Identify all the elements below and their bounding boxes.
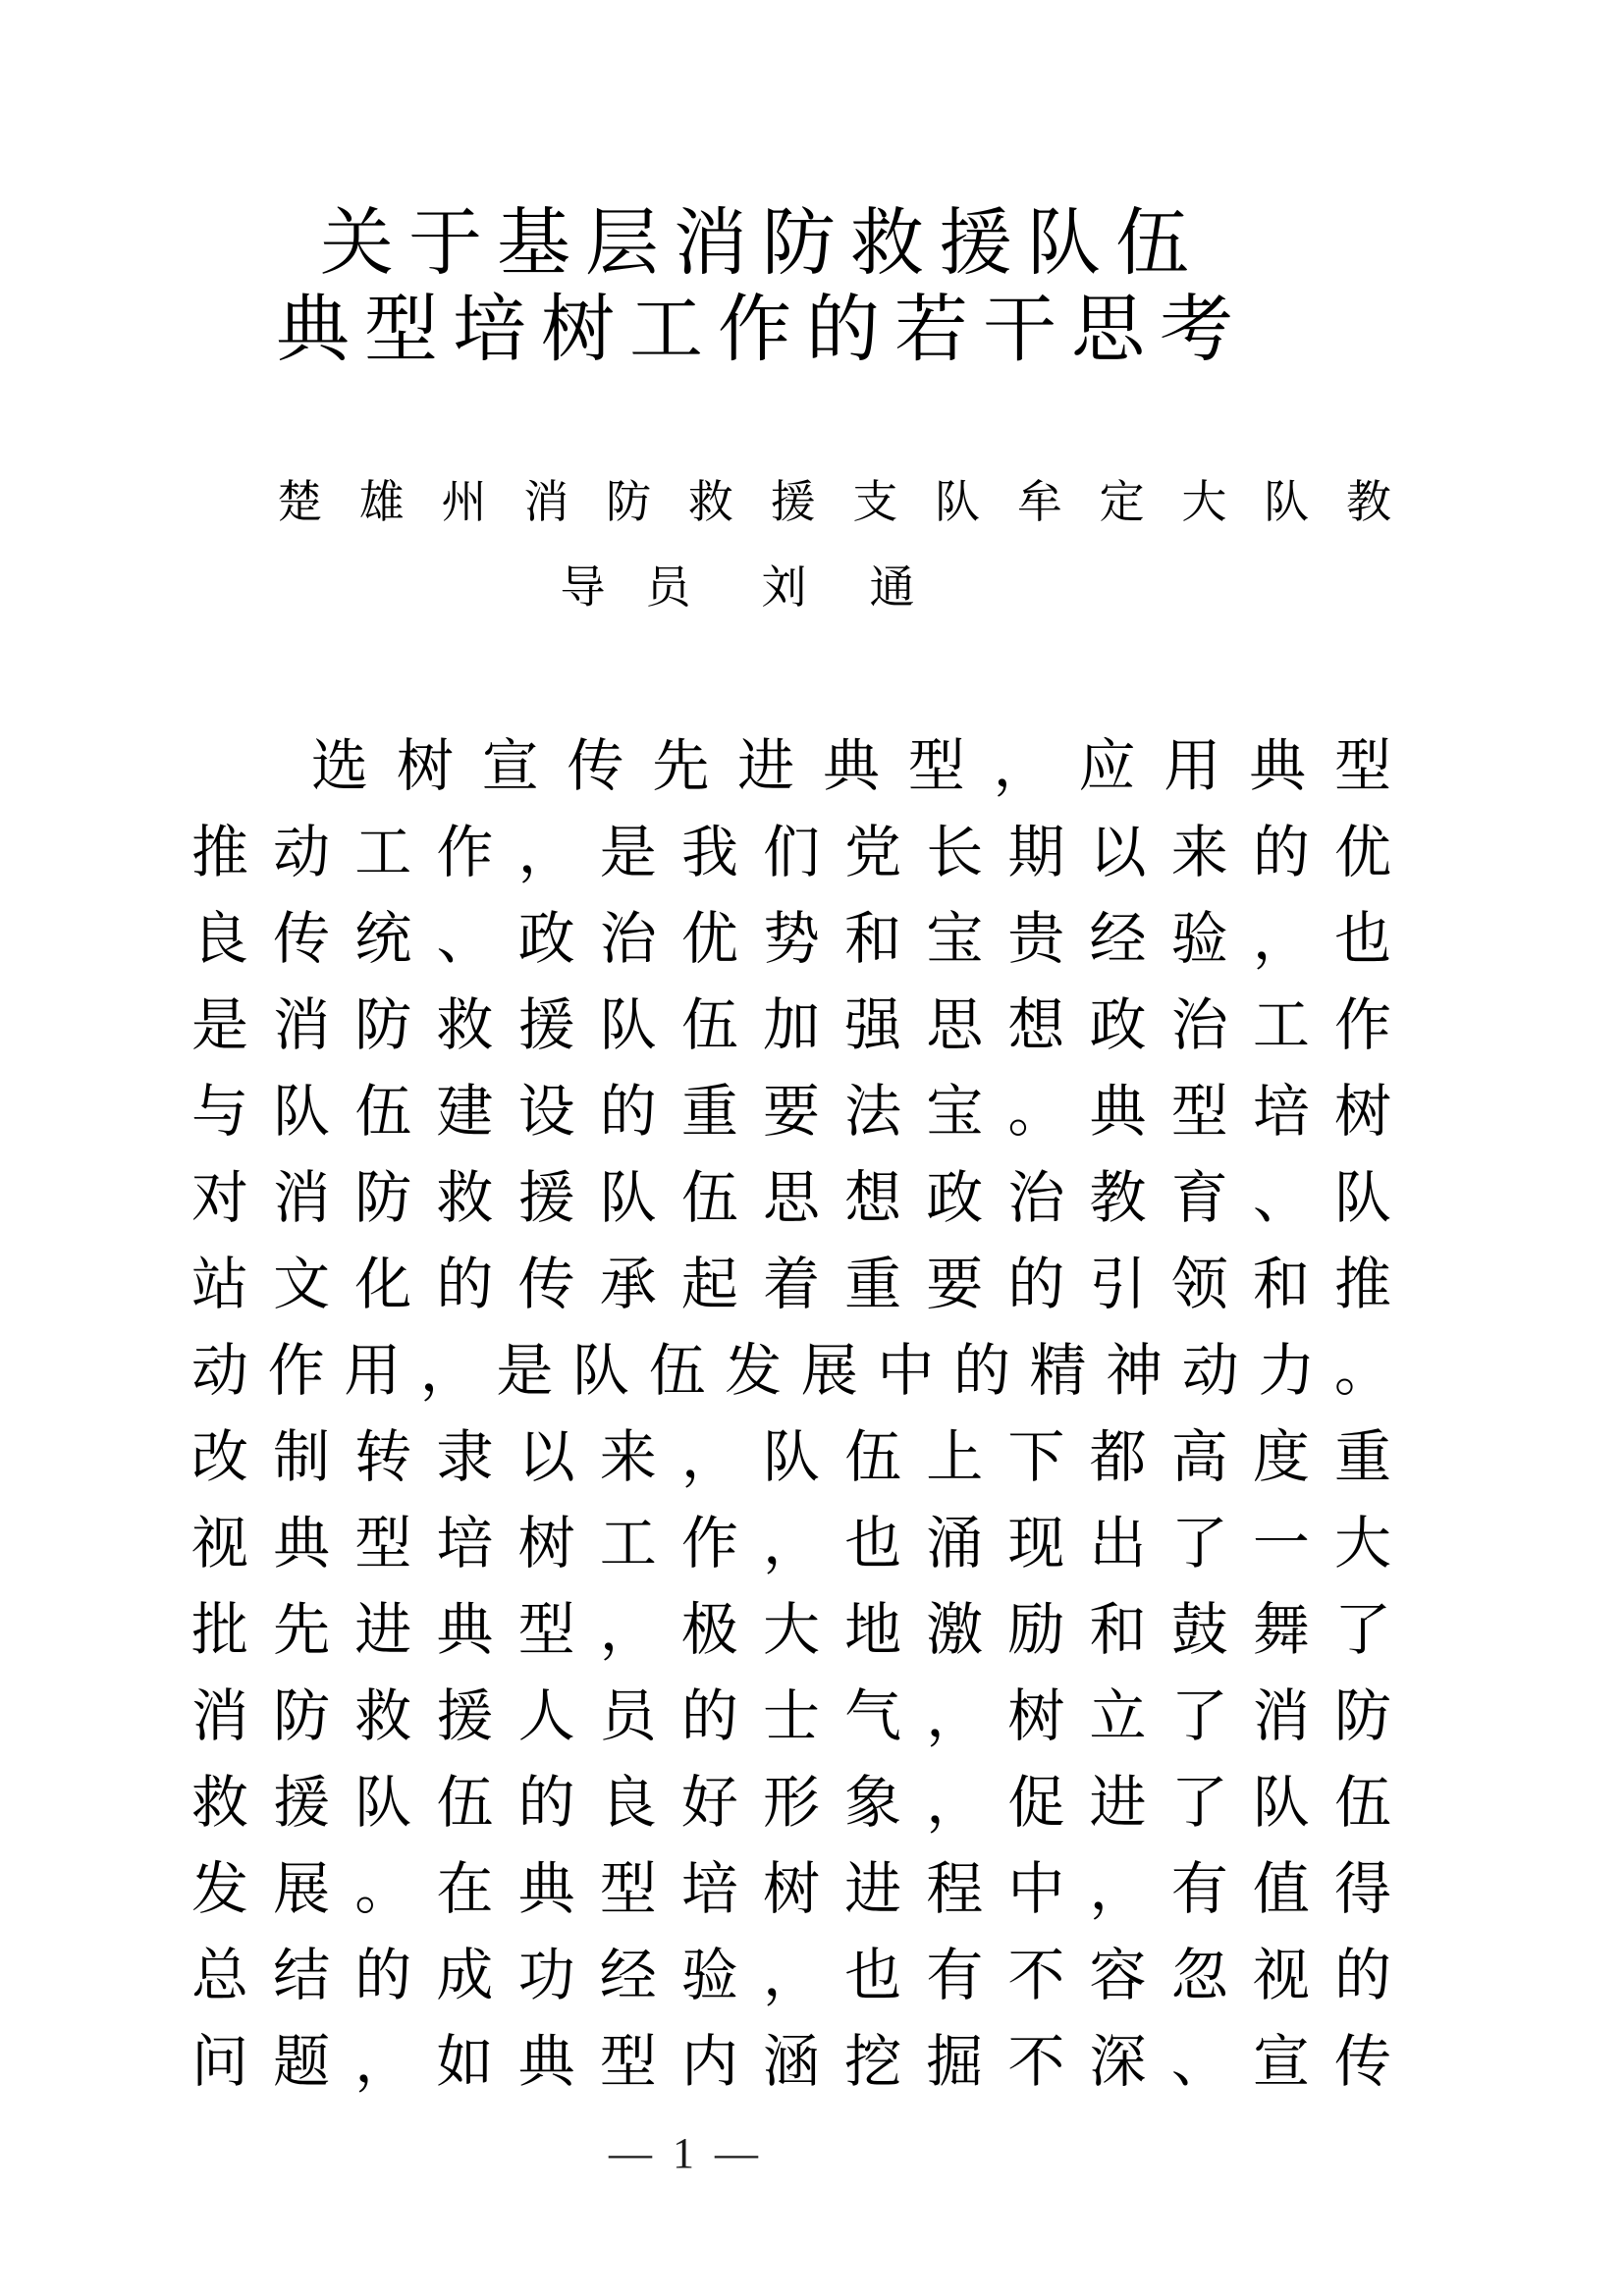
glyph: 与 [191,1080,249,1144]
document-title [0,199,1524,372]
glyph: 伍 [680,993,738,1057]
body-text-line [191,1754,1391,1841]
glyph: 出 [1089,1512,1147,1575]
glyph: 育 [1170,1166,1228,1230]
glyph: 力 [1258,1339,1316,1403]
glyph: 极 [680,1598,738,1662]
glyph: 治 [599,907,657,971]
glyph: 宣 [1252,2030,1310,2094]
glyph: 法 [844,1080,902,1144]
glyph: 立 [1089,1684,1147,1748]
glyph: 如 [436,2030,494,2094]
glyph: 典 [517,2030,575,2094]
glyph: 定 [1099,475,1145,527]
glyph: 队 [599,993,657,1057]
glyph: 作 [680,1512,738,1575]
glyph: 队 [1333,1166,1391,1230]
glyph: 了 [1170,1771,1228,1835]
glyph: 大 [1333,1512,1391,1575]
glyph: 长 [926,821,984,884]
glyph: 验 [1170,907,1228,971]
glyph: 掘 [926,2030,984,2094]
glyph: 州 [441,475,487,527]
glyph: 员 [599,1684,657,1748]
glyph: ， [517,821,575,884]
glyph: 象 [844,1771,902,1835]
glyph: 的 [436,1253,494,1316]
glyph: 高 [1170,1425,1228,1489]
glyph: 发 [725,1339,783,1403]
glyph: 强 [844,993,902,1057]
glyph: ， [762,1944,820,2007]
glyph: 雄 [358,475,405,527]
glyph: 先 [652,734,710,798]
glyph: 型 [599,1857,657,1921]
glyph: 进 [844,1857,902,1921]
glyph: 期 [1007,821,1065,884]
glyph: 承 [599,1253,657,1316]
glyph: 教 [1089,1166,1147,1230]
body-text-line [311,718,1391,804]
glyph: 成 [436,1944,494,2007]
glyph: 和 [1252,1253,1310,1316]
glyph: 防 [273,1684,331,1748]
body-text-line [191,1927,1391,2013]
glyph: 救 [191,1771,249,1835]
glyph: 和 [1089,1598,1147,1662]
glyph: 不 [1007,1944,1065,2007]
glyph: 伍 [436,1771,494,1835]
glyph: 视 [1252,1944,1310,2007]
glyph: 防 [606,475,652,527]
glyph: 深 [1089,2030,1147,2094]
glyph: 大 [1181,475,1227,527]
glyph: 的 [354,1944,412,2007]
glyph: 也 [1333,907,1391,971]
glyph: 树 [762,1857,820,1921]
glyph: ， [599,1598,657,1662]
glyph: 上 [926,1425,984,1489]
glyph: 进 [1089,1771,1147,1835]
glyph: 题 [273,2030,331,2094]
glyph: 楚 [277,475,322,527]
glyph: 援 [517,1166,575,1230]
glyph: 型 [907,734,965,798]
glyph: 大 [762,1598,820,1662]
glyph: 神 [1106,1339,1164,1403]
byline-line-1 [277,455,1391,541]
glyph: 树 [396,734,454,798]
glyph: 用 [1164,734,1221,798]
glyph: 选 [311,734,369,798]
glyph: 的 [1252,821,1310,884]
glyph: 治 [1170,993,1228,1057]
glyph: 引 [1089,1253,1147,1316]
glyph: ， [926,1684,984,1748]
glyph: 励 [1007,1598,1065,1662]
glyph: 度 [1252,1425,1310,1489]
body-text-line [191,1409,1391,1495]
glyph: 动 [273,821,331,884]
glyph: 经 [1089,907,1147,971]
glyph: 了 [1170,1512,1228,1575]
glyph: 援 [517,993,575,1057]
glyph: 鼓 [1170,1598,1228,1662]
glyph: 型 [1170,1080,1228,1144]
glyph: 援 [273,1771,331,1835]
glyph: 们 [762,821,820,884]
byline-rank-suffix [561,552,691,616]
byline-line-2 [191,541,1391,626]
glyph: 队 [273,1080,331,1144]
glyph: 化 [354,1253,412,1316]
glyph: 树 [1007,1684,1065,1748]
glyph: 和 [844,907,902,971]
glyph: 是 [599,821,657,884]
glyph: 在 [436,1857,494,1921]
byline-author-group [561,552,915,616]
glyph: 队 [571,1339,629,1403]
glyph: 促 [1007,1771,1065,1835]
glyph: 、 [1252,1166,1310,1230]
glyph: 值 [1252,1857,1310,1921]
glyph: 教 [1345,475,1391,527]
glyph: 一 [1252,1512,1310,1575]
glyph: 救 [436,993,494,1057]
glyph: 的 [952,1339,1010,1403]
glyph: 了 [1333,1598,1391,1662]
glyph: 、 [1170,2030,1228,2094]
glyph: 消 [523,475,569,527]
glyph: 作 [1333,993,1391,1057]
glyph: ， [762,1512,820,1575]
glyph: 地 [844,1598,902,1662]
glyph: 典 [517,1857,575,1921]
glyph: 涌 [926,1512,984,1575]
glyph: 良 [191,907,249,971]
glyph: 牟 [1016,475,1062,527]
glyph: 员 [645,561,691,613]
glyph: 中 [877,1339,935,1403]
glyph: ， [419,1339,477,1403]
glyph: 隶 [436,1425,494,1489]
glyph: 伍 [844,1425,902,1489]
glyph: 来 [599,1425,657,1489]
glyph: 队 [354,1771,412,1835]
glyph: 涵 [762,2030,820,2094]
glyph: 着 [762,1253,820,1316]
glyph: 政 [926,1166,984,1230]
glyph: 型 [354,1512,412,1575]
glyph: 统 [354,907,412,971]
glyph: 不 [1007,2030,1065,2094]
glyph: ， [993,734,1051,798]
body-text-line [191,804,1391,890]
glyph: 良 [599,1771,657,1835]
glyph: 树 [517,1512,575,1575]
glyph: 人 [517,1684,575,1748]
title-line-2: 典型培树工作的若干思考 [275,288,1248,370]
glyph: 有 [926,1944,984,2007]
glyph: 队 [599,1166,657,1230]
glyph: 文 [273,1253,331,1316]
glyph: 工 [354,821,412,884]
glyph: 典 [1249,734,1307,798]
glyph: 想 [1007,993,1065,1057]
glyph: 站 [191,1253,249,1316]
glyph: 以 [1089,821,1147,884]
glyph: 宣 [481,734,539,798]
glyph: 伍 [680,1166,738,1230]
glyph: 工 [1252,993,1310,1057]
glyph: 进 [354,1598,412,1662]
body-text-line [191,1581,1391,1668]
glyph: 验 [680,1944,738,2007]
glyph: 动 [1181,1339,1239,1403]
glyph: 救 [436,1166,494,1230]
glyph: 支 [852,475,898,527]
glyph: 援 [770,475,816,527]
glyph: 形 [762,1771,820,1835]
title-line-1: 关于基层消防救援队伍 [319,201,1204,284]
glyph: 挖 [844,2030,902,2094]
glyph: 发 [191,1857,249,1921]
glyph: 典 [1089,1080,1147,1144]
glyph: 队 [935,475,981,527]
glyph: 通 [869,561,915,613]
glyph: 政 [1089,993,1147,1057]
body-text-line [191,1495,1391,1581]
glyph: 队 [1264,475,1310,527]
glyph: 建 [436,1080,494,1144]
glyph: 想 [844,1166,902,1230]
glyph: 问 [191,2030,249,2094]
glyph: 宝 [926,1080,984,1144]
glyph: 视 [191,1512,249,1575]
glyph: 激 [926,1598,984,1662]
glyph: 型 [1333,734,1391,798]
glyph: 得 [1333,1857,1391,1921]
glyph: 也 [844,1512,902,1575]
body-text-line [191,890,1391,977]
glyph: 转 [354,1425,412,1489]
glyph: 型 [517,1598,575,1662]
glyph: 治 [1007,1166,1065,1230]
glyph: ， [926,1771,984,1835]
glyph: 改 [191,1425,249,1489]
glyph: 消 [273,1166,331,1230]
glyph: 的 [599,1080,657,1144]
glyph: 队 [1252,1771,1310,1835]
glyph: 的 [680,1684,738,1748]
glyph: 宝 [926,907,984,971]
body-text-line [191,1149,1391,1236]
glyph: 动 [191,1339,249,1403]
glyph: 应 [1078,734,1136,798]
page-number: — 1 — [609,2129,758,2177]
glyph: 防 [354,1166,412,1230]
glyph: 伍 [1333,1771,1391,1835]
glyph: 思 [926,993,984,1057]
glyph: 伍 [648,1339,706,1403]
glyph: 容 [1089,1944,1147,2007]
glyph: 的 [1333,1944,1391,2007]
glyph: 作 [267,1339,325,1403]
glyph: 优 [680,907,738,971]
body-text-line [191,1236,1391,1322]
glyph: 好 [680,1771,738,1835]
byline-author-name [762,552,915,616]
glyph: 是 [496,1339,554,1403]
glyph: 传 [517,1253,575,1316]
glyph: 舞 [1252,1598,1310,1662]
glyph: 批 [191,1598,249,1662]
glyph: 救 [687,475,733,527]
body-text-line [191,1063,1391,1149]
glyph: 来 [1170,821,1228,884]
glyph: 都 [1089,1425,1147,1489]
glyph: 典 [273,1512,331,1575]
glyph: 先 [273,1598,331,1662]
glyph: 展 [273,1857,331,1921]
glyph: 重 [1333,1425,1391,1489]
glyph: 优 [1333,821,1391,884]
glyph: 功 [517,1944,575,2007]
glyph: 。 [1333,1339,1391,1403]
glyph: 势 [762,907,820,971]
glyph: 要 [926,1253,984,1316]
glyph: 传 [273,907,331,971]
glyph: 的 [1007,1253,1065,1316]
glyph: 用 [344,1339,402,1403]
glyph: 防 [1333,1684,1391,1748]
glyph: 。 [1007,1080,1065,1144]
glyph: 中 [1007,1857,1065,1921]
glyph: 展 [800,1339,858,1403]
glyph: 、 [436,907,494,971]
glyph: 消 [273,993,331,1057]
glyph: 党 [844,821,902,884]
glyph: 政 [517,907,575,971]
glyph: 领 [1170,1253,1228,1316]
glyph: 气 [844,1684,902,1748]
glyph: 了 [1170,1684,1228,1748]
glyph: 结 [273,1944,331,2007]
glyph: 培 [436,1512,494,1575]
glyph: 思 [762,1166,820,1230]
glyph: 典 [436,1598,494,1662]
glyph: 要 [762,1080,820,1144]
glyph: 内 [680,2030,738,2094]
glyph: 。 [354,1857,412,1921]
glyph: 的 [517,1771,575,1835]
glyph: 型 [599,2030,657,2094]
body-text-line [191,1668,1391,1754]
body-text-line [191,1841,1391,1927]
glyph: 队 [762,1425,820,1489]
glyph: 有 [1170,1857,1228,1921]
body-text-line [191,1322,1391,1409]
glyph: 作 [436,821,494,884]
glyph: 树 [1333,1080,1391,1144]
glyph: 消 [191,1684,249,1748]
glyph: 伍 [354,1080,412,1144]
glyph: 传 [1333,2030,1391,2094]
glyph: 推 [1333,1253,1391,1316]
glyph: 贵 [1007,907,1065,971]
glyph: 也 [844,1944,902,2007]
glyph: 典 [822,734,880,798]
glyph: 制 [273,1425,331,1489]
glyph: 下 [1007,1425,1065,1489]
glyph: 培 [1252,1080,1310,1144]
glyph: 程 [926,1857,984,1921]
glyph: ， [354,2030,412,2094]
glyph: ， [1089,1857,1147,1921]
glyph: 导 [560,561,606,613]
glyph: 救 [354,1684,412,1748]
glyph: ， [1252,907,1310,971]
glyph: 培 [680,1857,738,1921]
body-text-line [191,2013,1391,2100]
glyph: 士 [762,1684,820,1748]
glyph: 进 [737,734,795,798]
glyph: 工 [599,1512,657,1575]
glyph: ， [680,1425,738,1489]
glyph: 刘 [761,561,807,613]
glyph: 加 [762,993,820,1057]
glyph: 推 [191,821,249,884]
glyph: 设 [517,1080,575,1144]
glyph: 起 [680,1253,738,1316]
glyph: 援 [436,1684,494,1748]
glyph: 是 [191,993,249,1057]
glyph: 忽 [1170,1944,1228,2007]
glyph: 总 [191,1944,249,2007]
glyph: 我 [680,821,738,884]
glyph: 现 [1007,1512,1065,1575]
glyph: 传 [567,734,624,798]
glyph: 重 [844,1253,902,1316]
glyph: 以 [517,1425,575,1489]
glyph: 消 [1252,1684,1310,1748]
glyph: 防 [354,993,412,1057]
glyph: 精 [1029,1339,1087,1403]
body-text-line [191,977,1391,1063]
glyph: 经 [599,1944,657,2007]
body-paragraph [191,718,1391,2100]
glyph: 对 [191,1166,249,1230]
glyph: 重 [680,1080,738,1144]
